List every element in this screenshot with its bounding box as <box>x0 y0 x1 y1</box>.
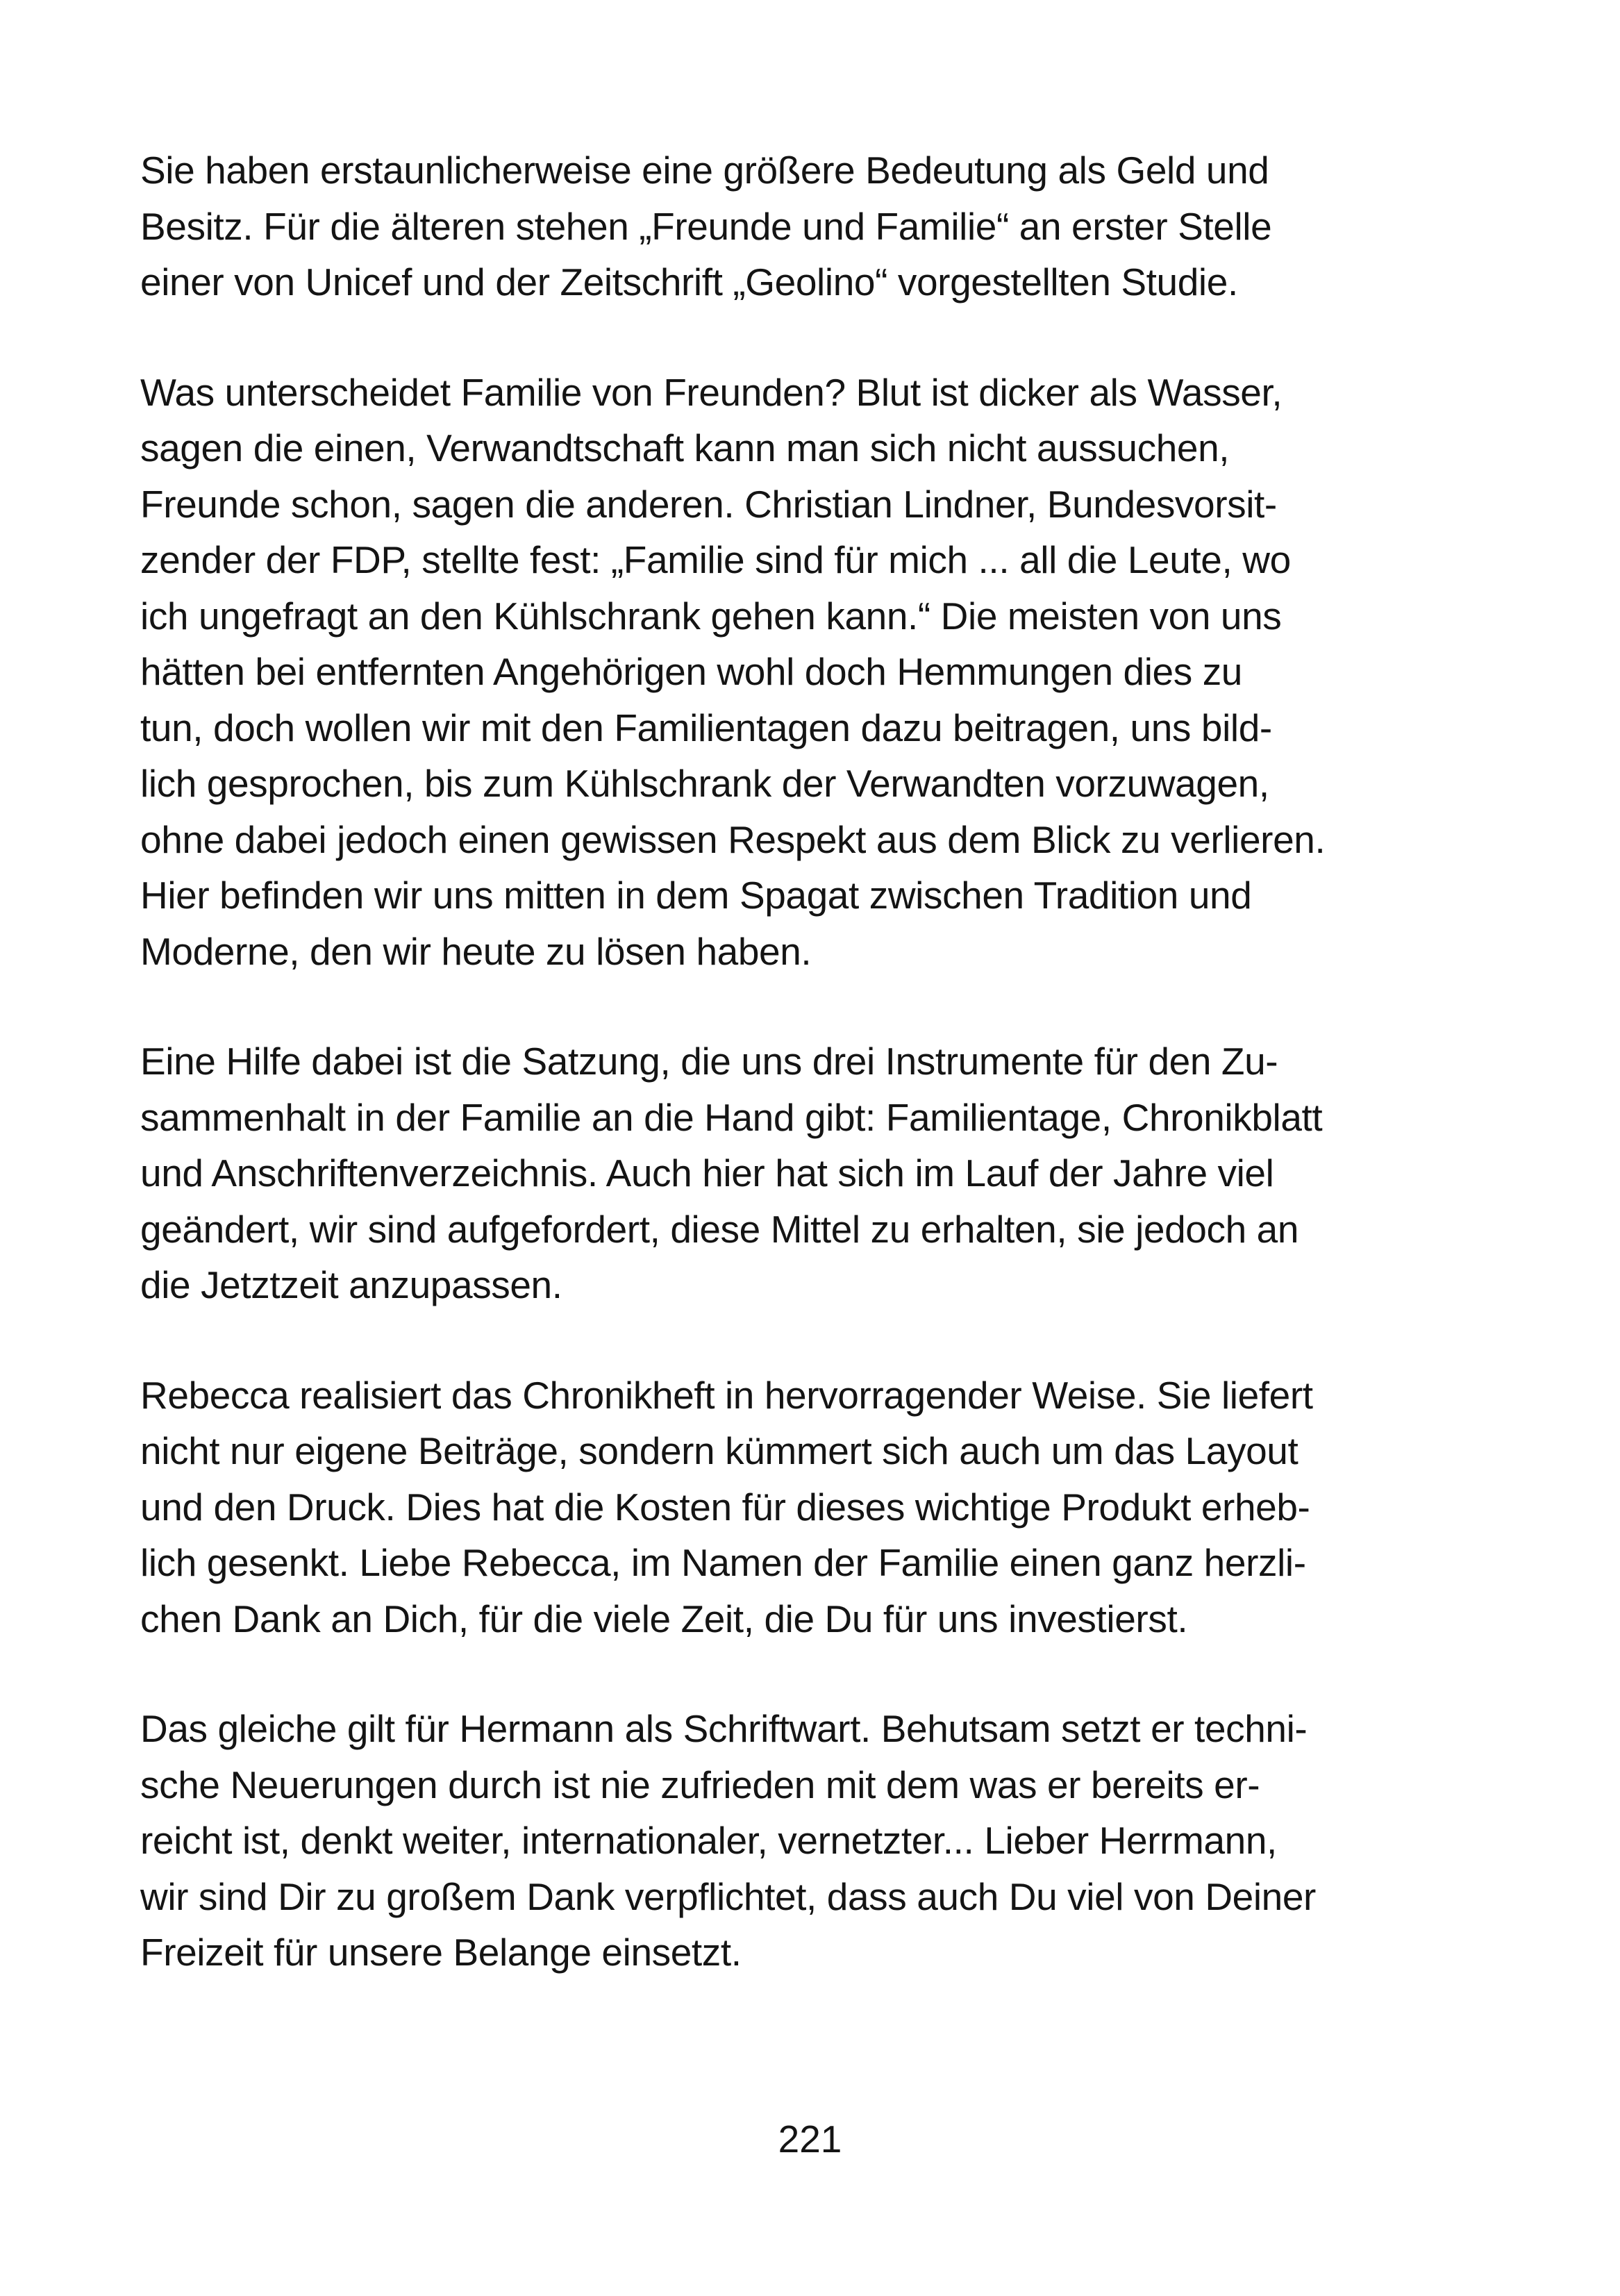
text-line: sammenhalt in der Familie an die Hand gibt: Familientage, Chronikblatt <box>140 1095 1323 1139</box>
text-line: Moderne, den wir heute zu lösen haben. <box>140 929 812 973</box>
text-line: Besitz. Für die älteren stehen „Freunde und Familie“ an erster Stelle <box>140 204 1272 248</box>
text-line: zender der FDP, stellte fest: „Familie sind für mich ... all die Leute, wo <box>140 538 1291 581</box>
text-line: hätten bei entfernten Angehörigen wohl doch Hemmungen dies zu <box>140 650 1242 693</box>
text-line: die Jetztzeit anzupassen. <box>140 1263 562 1306</box>
text-line: Freunde schon, sagen die anderen. Christian Lindner, Bundesvorsit- <box>140 482 1277 526</box>
body-text <box>140 142 1501 2035</box>
text-line: reicht ist, denkt weiter, internationaler, vernetzter... Lieber Herrmann, <box>140 1819 1277 1862</box>
text-line: ich ungefragt an den Kühlschrank gehen kann.“ Die meisten von uns <box>140 594 1282 638</box>
text-line: Sie haben erstaunlicherweise eine größere Bedeutung als Geld und <box>140 149 1269 192</box>
text-line: lich gesenkt. Liebe Rebecca, im Namen der Familie einen ganz herzli- <box>140 1541 1306 1584</box>
text-line: Eine Hilfe dabei ist die Satzung, die uns drei Instrumente für den Zu- <box>140 1040 1278 1083</box>
paragraph-3 <box>140 1033 1501 1313</box>
text-line: wir sind Dir zu großem Dank verpflichtet, dass auch Du viel von Deiner <box>140 1874 1316 1918</box>
text-line: Rebecca realisiert das Chronikheft in hervorragender Weise. Sie liefert <box>140 1373 1313 1417</box>
paragraph-5 <box>140 1701 1501 1981</box>
text-line: und den Druck. Dies hat die Kosten für dieses wichtige Produkt erheb- <box>140 1485 1310 1529</box>
text-line: chen Dank an Dich, für die viele Zeit, die Du für uns investierst. <box>140 1597 1188 1640</box>
page-number: 221 <box>778 2118 842 2161</box>
text-line: und Anschriftenverzeichnis. Auch hier hat sich im Lauf der Jahre viel <box>140 1151 1274 1195</box>
text-line: Hier befinden wir uns mitten in dem Spagat zwischen Tradition und <box>140 874 1252 917</box>
paragraph-1 <box>140 142 1501 310</box>
text-line: Freizeit für unsere Belange einsetzt. <box>140 1931 742 1974</box>
text-line: einer von Unicef und der Zeitschrift „Geolino“ vorgestellten Studie. <box>140 260 1238 303</box>
text-line: Was unterscheidet Familie von Freunden? Blut ist dicker als Wasser, <box>140 370 1283 414</box>
text-line: sagen die einen, Verwandtschaft kann man sich nicht aussuchen, <box>140 426 1230 469</box>
paragraph-2 <box>140 365 1501 980</box>
text-line: nicht nur eigene Beiträge, sondern kümmert sich auch um das Layout <box>140 1429 1298 1472</box>
paragraph-4 <box>140 1367 1501 1647</box>
text-line: sche Neuerungen durch ist nie zufrieden mit dem was er bereits er- <box>140 1763 1260 1806</box>
text-line: lich gesprochen, bis zum Kühlschrank der Verwandten vorzuwagen, <box>140 762 1269 805</box>
text-line: ohne dabei jedoch einen gewissen Respekt aus dem Blick zu verlieren. <box>140 817 1326 861</box>
text-line: Das gleiche gilt für Hermann als Schriftwart. Behutsam setzt er techni- <box>140 1707 1308 1750</box>
text-line: tun, doch wollen wir mit den Familientagen dazu beitragen, uns bild- <box>140 706 1272 749</box>
text-line: geändert, wir sind aufgefordert, diese Mittel zu erhalten, sie jedoch an <box>140 1207 1299 1251</box>
